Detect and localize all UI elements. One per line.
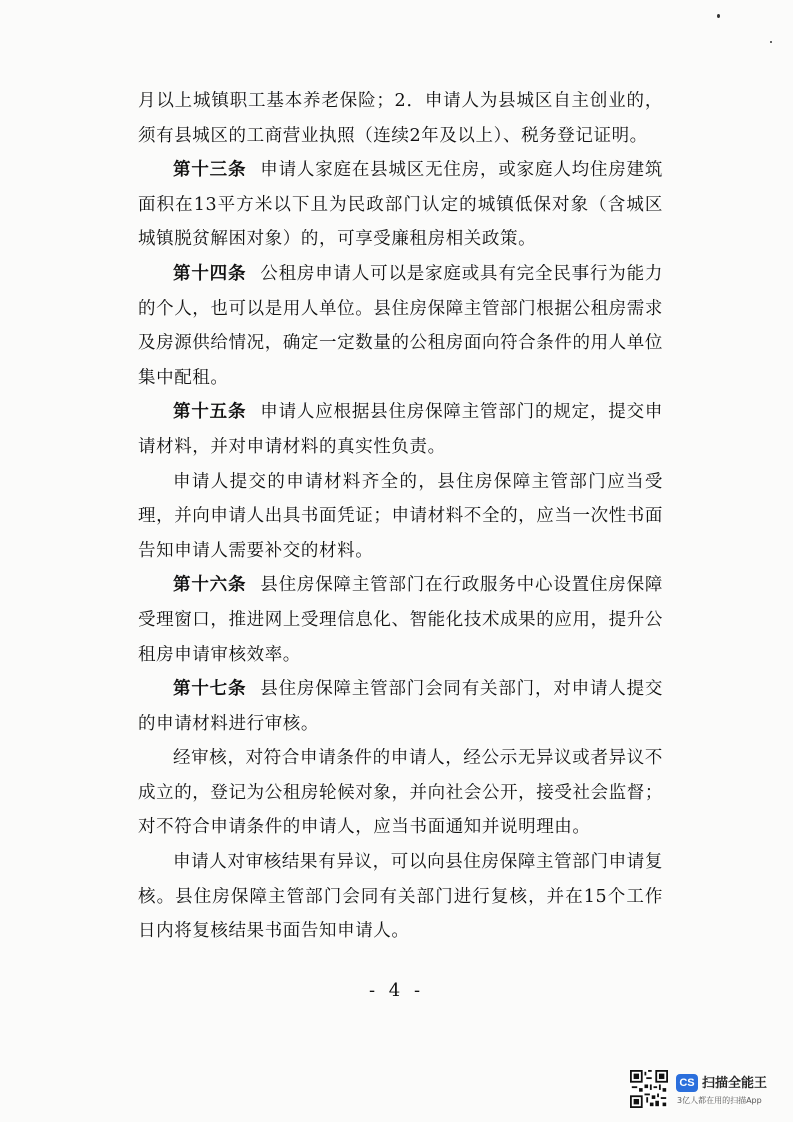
paragraph bbox=[138, 568, 663, 672]
paragraph-text: 申请人家庭在县城区无住房，或家庭人均住房建筑面积在13平方米以下且为民政部门认定的城镇低保对象（含城区城镇脱贫解困对象）的，可享受廉租房相关政策。 bbox=[138, 160, 663, 250]
paragraph bbox=[138, 465, 663, 569]
article-number: 第十三条 bbox=[173, 160, 247, 181]
paragraph bbox=[138, 84, 663, 153]
document-body bbox=[138, 84, 663, 949]
article-number: 第十六条 bbox=[173, 575, 247, 596]
article-number: 第十五条 bbox=[173, 402, 247, 423]
paragraph bbox=[138, 153, 663, 257]
paragraph-text: 申请人对审核结果有异议，可以向县住房保障主管部门申请复核。县住房保障主管部门会同有关部门进行复核，并在15个工作日内将复核结果书面告知申请人。 bbox=[138, 852, 663, 942]
paragraph bbox=[138, 845, 663, 949]
paragraph-text: 月以上城镇职工基本养老保险；2．申请人为县城区自主创业的，须有县城区的工商营业执照（连续2年及以上）、税务登记证明。 bbox=[138, 91, 663, 146]
paragraph-text: 申请人应根据县住房保障主管部门的规定，提交申请材料，并对申请材料的真实性负责。 bbox=[138, 402, 663, 457]
watermark-title: 扫描全能王 bbox=[702, 1076, 768, 1091]
paragraph-text: 申请人提交的申请材料齐全的，县住房保障主管部门应当受理，并向申请人出具书面凭证；申请材料不全的，应当一次性书面告知申请人需要补交的材料。 bbox=[138, 471, 663, 561]
scan-speck bbox=[770, 41, 772, 43]
paragraph-text: 县住房保障主管部门在行政服务中心设置住房保障受理窗口，推进网上受理信息化、智能化技术成果的应用，提升公租房申请审核效率。 bbox=[138, 575, 663, 665]
page-number: - 4 - bbox=[368, 980, 425, 1001]
paragraph bbox=[138, 672, 663, 741]
paragraph-text: 公租房申请人可以是家庭或具有完全民事行为能力的个人，也可以是用人单位。县住房保障主管部门根据公租房需求及房源供给情况，确定一定数量的公租房面向符合条件的用人单位集中配租。 bbox=[138, 263, 663, 388]
paragraph bbox=[138, 741, 663, 845]
article-number: 第十七条 bbox=[173, 679, 247, 700]
watermark-subtitle: 3亿人都在用的扫描App bbox=[677, 1096, 762, 1105]
paragraph-text: 经审核，对符合申请条件的申请人，经公示无异议或者异议不成立的，登记为公租房轮候对象，并向社会公开，接受社会监督；对不符合申请条件的申请人，应当书面通知并说明理由。 bbox=[138, 748, 663, 838]
qr-code-icon bbox=[630, 1070, 668, 1108]
scan-speck bbox=[717, 14, 720, 18]
paragraph bbox=[138, 257, 663, 395]
article-number: 第十四条 bbox=[173, 263, 247, 284]
paragraph bbox=[138, 395, 663, 464]
scanner-watermark bbox=[630, 1070, 780, 1112]
paragraph-text: 县住房保障主管部门会同有关部门，对申请人提交的申请材料进行审核。 bbox=[138, 679, 663, 734]
camscanner-logo-icon: CS bbox=[676, 1074, 698, 1092]
